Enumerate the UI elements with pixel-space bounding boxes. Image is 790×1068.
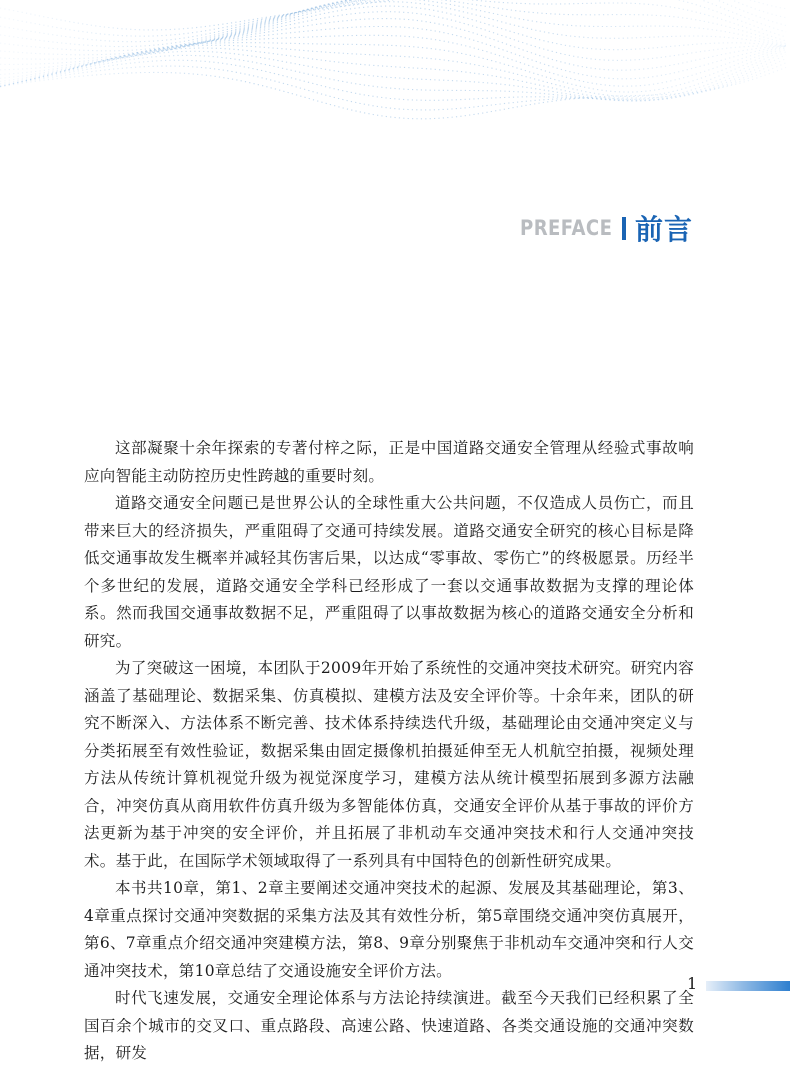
wave-line (0, 0, 786, 47)
wave-line (0, 35, 786, 86)
paragraph: 时代飞速发展，交通安全理论体系与方法论持续演进。截至今天我们已经积累了全国百余个城市的交叉口、重点路段、高速公路、快速道路、各类交通设施的交通冲突数据，研发 (84, 989, 694, 1062)
heading-chinese: 前言 (634, 213, 693, 246)
page-number: 1 (687, 974, 698, 993)
wave-line (0, 0, 786, 36)
wave-line (0, 45, 786, 96)
paragraph: 道路交通安全问题已是世界公认的全球性重大公共问题，不仅造成人员伤亡，而且带来巨大的经济损失，严重阻碍了交通可持续发展。道路交通安全研究的核心目标是降低交通事故发生概率并减轻其伤害后果，以达成“零事故、零伤亡”的终极愿景。历经半个多世纪的发展，道路交通安全学科已经形成了一套以交通事故数据为支撑的理论体系。然而我国交通事故数据不足，严重阻碍了以事故数据为核心的道路交通安全分析和研究。 (84, 494, 694, 650)
paragraph: 这部凝聚十余年探索的专著付梓之际，正是中国道路交通安全管理从经验式事故响应向智能主动防控历史性跨越的重要时刻。 (84, 439, 694, 485)
heading-divider-bar (622, 217, 626, 240)
wave-line (0, 0, 786, 59)
wave-line (0, 0, 786, 64)
page-number-accent-bar (706, 981, 790, 991)
wave-line (0, 67, 786, 118)
wave-line (0, 0, 786, 51)
wave-line (0, 63, 786, 110)
wave-line (0, 0, 786, 55)
preface-heading (505, 208, 693, 248)
preface-body (84, 435, 694, 1068)
heading-english: PREFACE (519, 216, 612, 240)
wave-line (0, 0, 786, 30)
decorative-wave-pattern (0, 0, 790, 150)
wave-line (0, 55, 786, 101)
wave-line (0, 43, 786, 93)
paragraph: 本书共10章，第1、2章主要阐述交通冲突技术的起源、发展及其基础理论，第3、4章重点探讨交通冲突数据的采集方法及其有效性分析，第5章围绕交通冲突仿真展开，第6、7章重点介绍交通冲突建模方法，第8、9章分别聚焦于非机动车交通冲突和行人交通冲突技术，第10章总结了交通设施安全评价方法。 (84, 879, 694, 980)
wave-line (0, 59, 786, 101)
wave-line (0, 48, 786, 99)
paragraph: 为了突破这一困境，本团队于2009年开始了系统性的交通冲突技术研究。研究内容涵盖了基础理论、数据采集、仿真模拟、建模方法及安全评价等。十余年来，团队的研究不断深入、方法体系不断完善、技术体系持续迭代升级，基础理论由交通冲突定义与分类拓展至有效性验证，数据采集由固定摄像机拍摄延伸至无人机航空拍摄，视频处理方法从传统计算机视觉升级为视觉深度学习，建模方法从统计模型拓展到多源方法融合，冲突仿真从商用软件仿真升级为多智能体仿真，交通安全评价从基于事故的评价方法更新为基于冲突的安全评价，并且拓展了非机动车交通冲突技术和行人交通冲突技术。基于此，在国际学术领域取得了一系列具有中国特色的创新性研究成果。 (84, 659, 694, 870)
